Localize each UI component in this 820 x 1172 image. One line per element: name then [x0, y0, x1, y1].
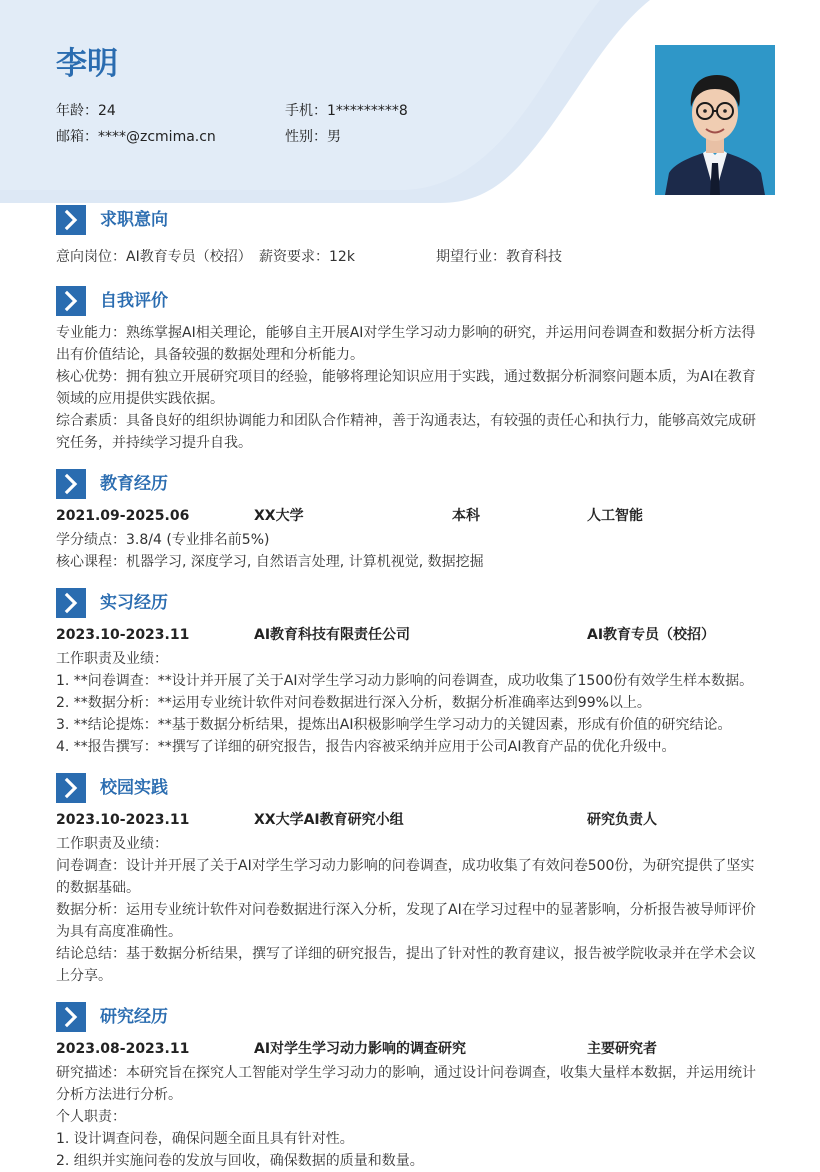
education-line: 核心课程：机器学习, 深度学习, 自然语言处理, 计算机视觉, 数据挖掘: [56, 554, 484, 570]
self-eval-line: 出有价值结论，具备较强的数据处理和分析能力。: [56, 347, 364, 363]
research-row: [56, 1038, 768, 1060]
section-title: 教育经历: [100, 474, 168, 494]
section-title: 自我评价: [100, 291, 168, 311]
internship-line: 2. **数据分析：**运用专业统计软件对问卷数据进行深入分析，数据分析准确率达到99%以上。: [56, 695, 651, 711]
self-eval-line: 核心优势：拥有独立开展研究项目的经验，能够将理论知识应用于实践，通过数据分析洞察问题本质，为AI在教育: [56, 369, 756, 385]
self-eval-line: 专业能力：熟练掌握AI相关理论，能够自主开展AI对学生学习动力影响的研究，并运用问卷调查和数据分析方法得: [56, 325, 756, 341]
research-line: 个人职责：: [56, 1109, 126, 1125]
campus-role: 研究负责人: [587, 812, 657, 828]
self-eval-line: 领域的应用提供实践依据。: [56, 391, 224, 407]
intent-position: 意向岗位：AI教育专员（校招）: [56, 249, 252, 265]
chevron-right-icon: [56, 773, 86, 803]
internship-line: 4. **报告撰写：**撰写了详细的研究报告，报告内容被采纳并应用于公司AI教育产品的优化升级中。: [56, 739, 676, 755]
email-field: 邮箱：****@zcmima.cn: [56, 129, 216, 145]
campus-org: XX大学AI教育研究小组: [254, 812, 404, 828]
section-title: 求职意向: [100, 210, 168, 230]
self-eval-line: 综合素质：具备良好的组织协调能力和团队合作精神，善于沟通表达，有较强的责任心和执行力，能够高效完成研: [56, 413, 756, 429]
chevron-right-icon: [56, 1002, 86, 1032]
campus-period: 2023.10-2023.11: [56, 812, 190, 828]
chevron-right-icon: [56, 469, 86, 499]
intent-salary: 薪资要求：12k: [259, 249, 355, 265]
campus-line: 的数据基础。: [56, 880, 140, 896]
internship-period: 2023.10-2023.11: [56, 627, 190, 643]
internship-line: 工作职责及业绩：: [56, 651, 168, 667]
education-row: [56, 505, 768, 527]
research-line: 1. 设计调查问卷，确保问题全面且具有针对性。: [56, 1131, 354, 1147]
chevron-right-icon: [56, 588, 86, 618]
gender-field: 性别：男: [285, 129, 341, 145]
self-eval-line: 究任务，并持续学习提升自我。: [56, 435, 252, 451]
intent-industry: 期望行业：教育科技: [436, 249, 562, 265]
chevron-right-icon: [56, 205, 86, 235]
campus-line: 为具有高度准确性。: [56, 924, 182, 940]
internship-row: [56, 624, 768, 646]
campus-row: [56, 809, 768, 831]
section-title: 校园实践: [100, 778, 168, 798]
campus-line: 问卷调查：设计并开展了关于AI对学生学习动力影响的问卷调查，成功收集了有效问卷500份，为研究提供了坚实: [56, 858, 755, 874]
education-school: XX大学: [254, 508, 304, 524]
research-period: 2023.08-2023.11: [56, 1041, 190, 1057]
research-line: 分析方法进行分析。: [56, 1087, 182, 1103]
internship-company: AI教育科技有限责任公司: [254, 627, 411, 643]
chevron-right-icon: [56, 286, 86, 316]
portrait-photo: [655, 45, 775, 195]
internship-line: 1. **问卷调查：**设计并开展了关于AI对学生学习动力影响的问卷调查，成功收集了1500份有效学生样本数据。: [56, 673, 754, 689]
research-role: 主要研究者: [587, 1041, 657, 1057]
campus-line: 结论总结：基于数据分析结果，撰写了详细的研究报告，提出了针对性的教育建议，报告被学院收录并在学术会议: [56, 946, 756, 962]
campus-line: 工作职责及业绩：: [56, 836, 168, 852]
phone-field: 手机：1*********8: [285, 103, 408, 119]
education-line: 学分绩点：3.8/4 (专业排名前5%): [56, 532, 270, 548]
research-line: 2. 组织并实施问卷的发放与回收，确保数据的质量和数量。: [56, 1153, 424, 1169]
candidate-name: 李明: [56, 46, 118, 82]
section-title: 实习经历: [100, 593, 168, 613]
section-title: 研究经历: [100, 1007, 168, 1027]
age-field: 年龄：24: [56, 103, 116, 119]
campus-line: 上分享。: [56, 968, 112, 984]
internship-line: 3. **结论提炼：**基于数据分析结果，提炼出AI积极影响学生学习动力的关键因素，形成有价值的研究结论。: [56, 717, 732, 733]
education-major: 人工智能: [587, 508, 643, 524]
internship-role: AI教育专员（校招）: [587, 627, 716, 643]
research-project: AI对学生学习动力影响的调查研究: [254, 1041, 467, 1057]
education-degree: 本科: [452, 508, 480, 524]
campus-line: 数据分析：运用专业统计软件对问卷数据进行深入分析，发现了AI在学习过程中的显著影响，分析报告被导师评价: [56, 902, 756, 918]
education-period: 2021.09-2025.06: [56, 508, 190, 524]
research-line: 研究描述：本研究旨在探究人工智能对学生学习动力的影响，通过设计问卷调查，收集大量样本数据，并运用统计: [56, 1065, 756, 1081]
